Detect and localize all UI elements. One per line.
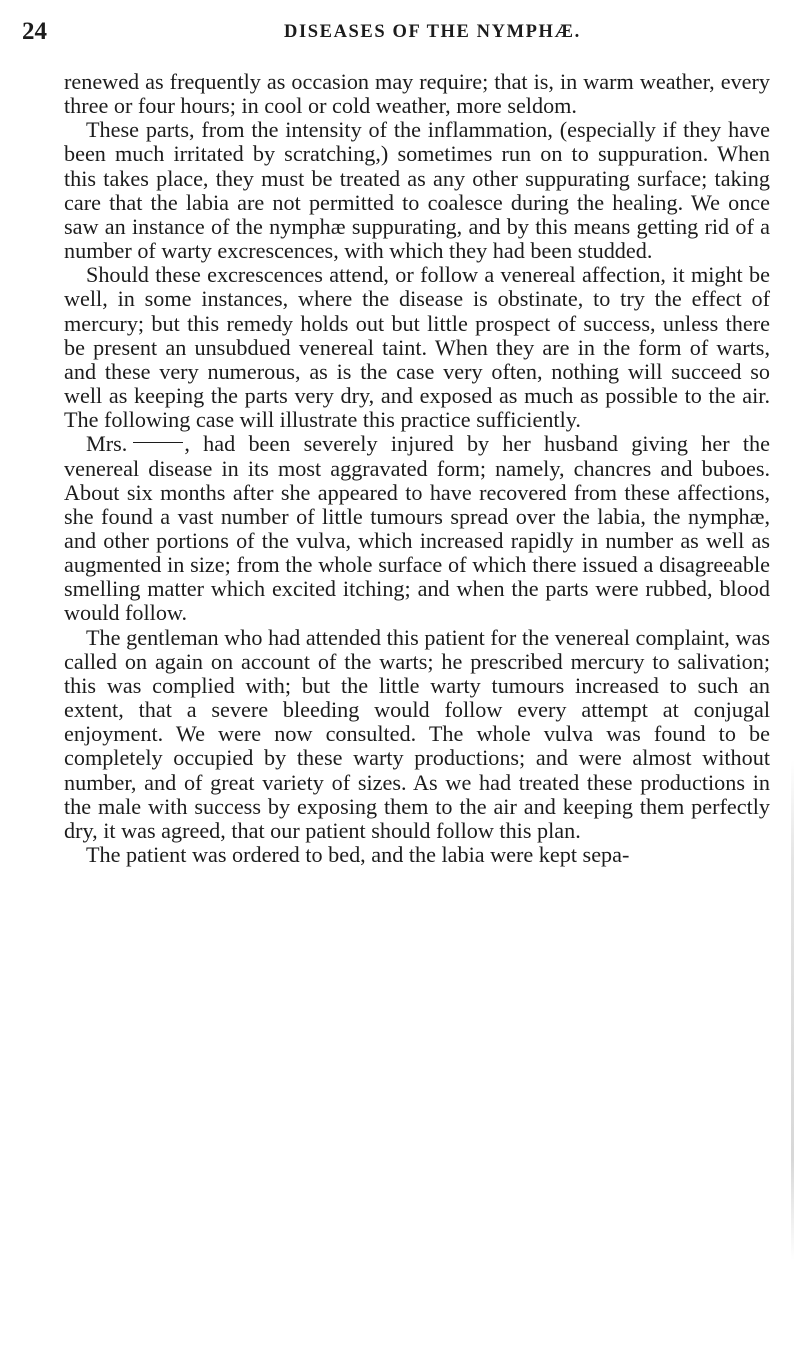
page-header [22, 18, 782, 54]
paragraph-excrescences: Should these excrescences attend, or follow a venereal affection, it might be well, in some instances, where the disease is obstinate, to try the effect of mercury; but this remedy holds out but little prospect of success, unless there be present an unsubdued venereal taint. When they are in the form of warts, and these very numerous, as is the case very often, nothing will succeed so well as keeping the parts very dry, and exposed as much as possible to the air. The following case will illustrate this practice sufficiently. [64, 262, 770, 433]
body-text [64, 70, 770, 867]
case-prefix: Mrs. [86, 431, 128, 457]
paragraph-treatment: The gentleman who had attended this patient for the venereal complaint, was called on again on account of the warts; he prescribed mercury to salivation; this was complied with; but the little warty tumours increased to such an extent, that a severe bleeding would follow every attempt at conjugal enjoyment. We were now consulted. The whole vulva was found to be completely occupied by these warty productions; and were almost without number, and of great variety of sizes. As we had treated these productions in the male with success by exposing them to the air and keeping them perfectly dry, it was agreed, that our patient should follow this plan. [64, 624, 770, 843]
case-text: , had been severely injured by her husband giving her the venereal disease in its most aggravated form; namely, chancres and buboes. About six months after she appeared to have recovered from these affections, she found a vast number of little tumours spread over the labia, the nymphæ, and other portions of the vulva, which increased rapidly in number as well as augmented in size; from the whole surface of which there issued a disagreeable smelling matter which excited itching; and when the parts were rubbed, blood would follow. [64, 431, 770, 626]
paragraph-suppuration: These parts, from the intensity of the inflammation, (especially if they have been much irritated by scratching,) sometimes run on to suppuration. When this takes place, they must be treated as any other suppurating surface; taking care that the labia are not permitted to coalesce during the healing. We once saw an instance of the nymphæ suppurating, and by this means getting rid of a number of warty excrescences, with which they had been studded. [64, 117, 770, 264]
paragraph-case [64, 432, 770, 625]
running-head: DISEASES OF THE NYMPHÆ. [284, 22, 581, 42]
page-number: 24 [22, 18, 47, 45]
page-edge-shadow [791, 760, 794, 1260]
paragraph-continuation: renewed as frequently as occasion may require; that is, in warm weather, every three or four hours; in cool or cold weather, more seldom. [64, 69, 770, 119]
name-omission-dash [133, 442, 183, 443]
paragraph-final: The patient was ordered to bed, and the labia were kept sepa- [86, 842, 630, 867]
